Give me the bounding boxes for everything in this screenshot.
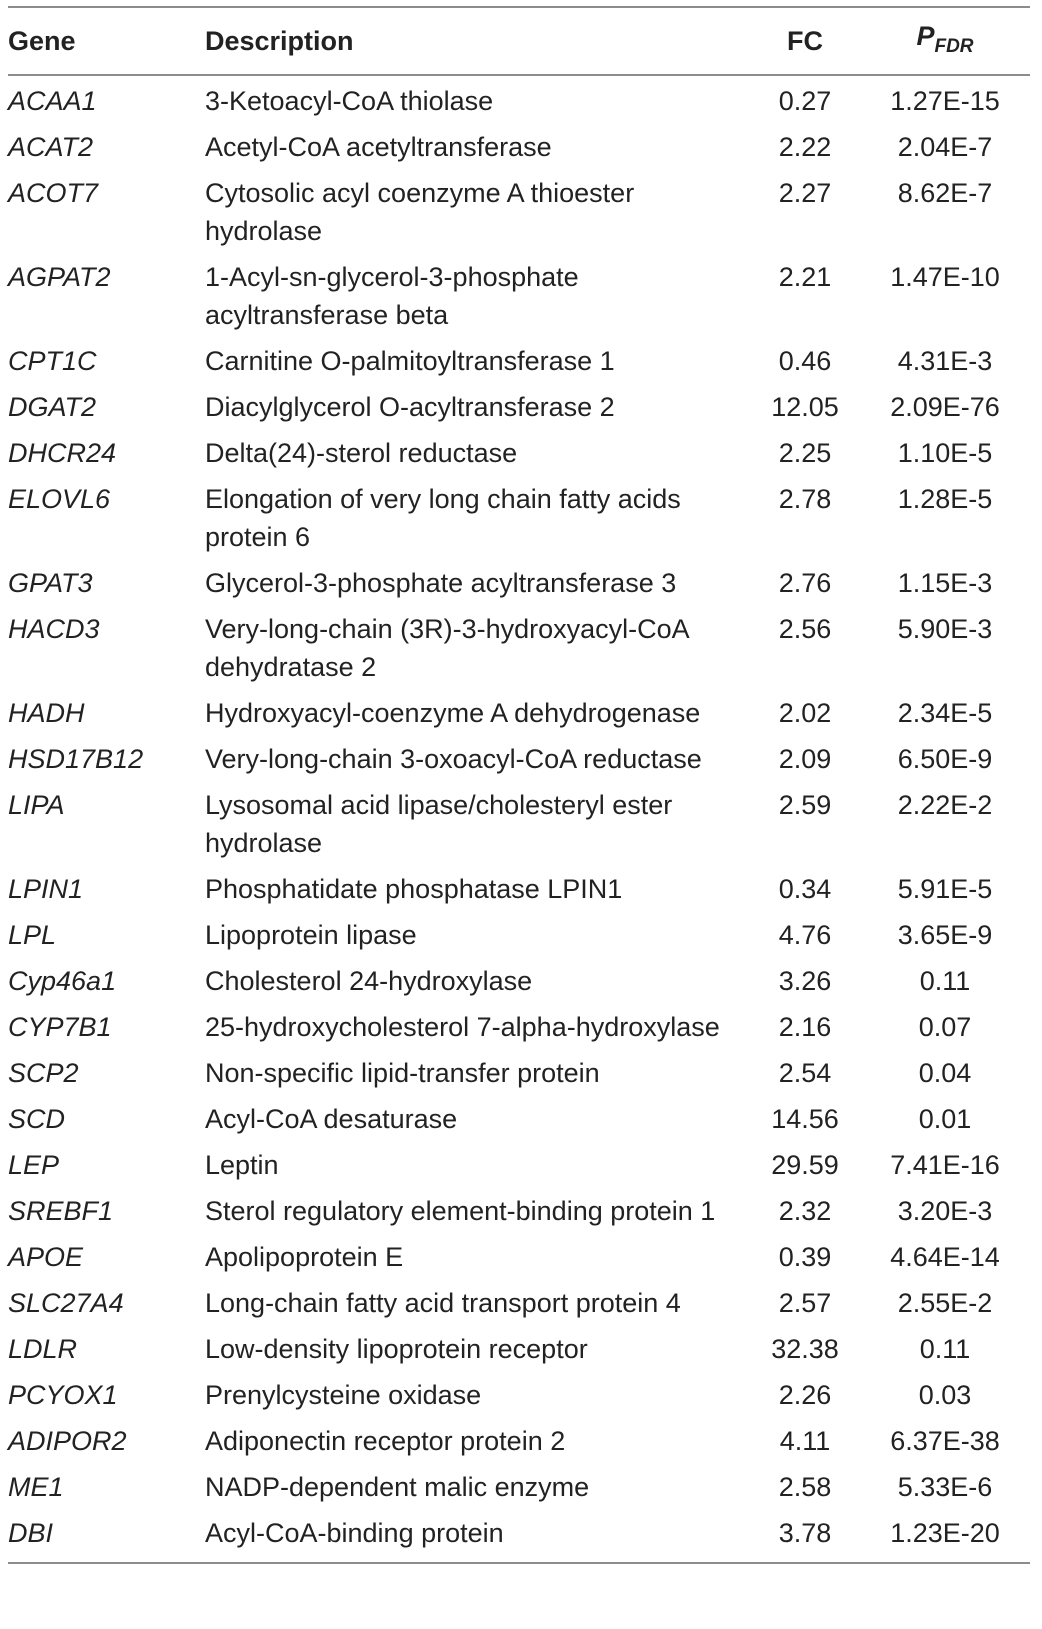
p-fdr-cell: 2.55E-2: [897, 1287, 993, 1318]
table-row: [8, 76, 1030, 124]
description-cell: Glycerol-3-phosphate acyltransferase 3: [205, 567, 677, 598]
table-row: [8, 338, 1030, 384]
gene-cell: DHCR24: [8, 437, 117, 468]
table-row: [8, 1096, 1030, 1142]
table-row: [8, 1464, 1030, 1510]
fc-cell: 3.78: [778, 1517, 832, 1548]
p-fdr-cell: 6.37E-38: [890, 1425, 1000, 1456]
description-cell: Phosphatidate phosphatase LPIN1: [205, 873, 623, 904]
table-row: [8, 430, 1030, 476]
table-row: [8, 1234, 1030, 1280]
fc-cell: 2.56: [778, 613, 832, 644]
p-fdr-cell: 1.27E-15: [890, 85, 1000, 116]
p-fdr-cell: 0.03: [918, 1379, 972, 1410]
table-row: [8, 476, 1030, 560]
header-p-sub: FDR: [934, 35, 974, 57]
fc-cell: 2.54: [778, 1057, 832, 1088]
p-fdr-cell: 5.33E-6: [897, 1471, 993, 1502]
table-row: [8, 606, 1030, 690]
description-cell: Elongation of very long chain fatty acids protein 6: [205, 483, 681, 552]
gene-cell: SREBF1: [8, 1195, 114, 1226]
gene-cell: SCD: [8, 1103, 66, 1134]
description-cell: Diacylglycerol O-acyltransferase 2: [205, 391, 615, 422]
table-row: [8, 560, 1030, 606]
table-row: [8, 170, 1030, 254]
description-cell: Carnitine O-palmitoyltransferase 1: [205, 345, 615, 376]
table-row: [8, 912, 1030, 958]
gene-cell: LPIN1: [8, 873, 84, 904]
gene-cell: LPL: [8, 919, 57, 950]
header-p-fdr: [860, 8, 1030, 74]
table-row: [8, 1326, 1030, 1372]
p-fdr-cell: 3.20E-3: [897, 1195, 993, 1226]
gene-cell: ACAA1: [8, 85, 97, 116]
fc-cell: 2.58: [778, 1471, 832, 1502]
p-fdr-cell: 1.28E-5: [897, 483, 993, 514]
fc-cell: 2.76: [778, 567, 832, 598]
description-cell: Acyl-CoA-binding protein: [205, 1517, 504, 1548]
fc-cell: 3.26: [778, 965, 832, 996]
gene-cell: HACD3: [8, 613, 100, 644]
fc-cell: 4.76: [778, 919, 832, 950]
p-fdr-cell: 5.90E-3: [897, 613, 993, 644]
fc-cell: 2.78: [778, 483, 832, 514]
gene-cell: GPAT3: [8, 567, 93, 598]
p-fdr-cell: 6.50E-9: [897, 743, 993, 774]
gene-cell: PCYOX1: [8, 1379, 118, 1410]
table-body: [8, 76, 1030, 1556]
description-cell: Delta(24)-sterol reductase: [205, 437, 518, 468]
table-row: [8, 690, 1030, 736]
fc-cell: 4.11: [779, 1425, 831, 1456]
description-cell: Lysosomal acid lipase/cholesteryl ester hydrolase: [205, 789, 673, 858]
gene-cell: ADIPOR2: [8, 1425, 127, 1456]
table-row: [8, 1372, 1030, 1418]
gene-cell: AGPAT2: [8, 261, 111, 292]
gene-cell: CPT1C: [8, 345, 97, 376]
header-p-main: P: [916, 20, 935, 51]
description-cell: 1-Acyl-sn-glycerol-3-phosphate acyltransferase beta: [205, 261, 579, 330]
p-fdr-cell: 1.23E-20: [890, 1517, 1000, 1548]
gene-cell: LEP: [8, 1149, 60, 1180]
p-fdr-cell: 0.07: [918, 1011, 972, 1042]
description-cell: Sterol regulatory element-binding protein 1: [205, 1195, 716, 1226]
p-fdr-cell: 5.91E-5: [897, 873, 993, 904]
fc-cell: 0.46: [778, 345, 832, 376]
table-row: [8, 1004, 1030, 1050]
fc-cell: 29.59: [771, 1149, 839, 1180]
gene-cell: CYP7B1: [8, 1011, 112, 1042]
table-row: [8, 124, 1030, 170]
data-table-body: [8, 76, 1030, 1556]
fc-cell: 2.21: [778, 261, 832, 292]
description-cell: NADP-dependent malic enzyme: [205, 1471, 590, 1502]
gene-cell: ELOVL6: [8, 483, 111, 514]
gene-cell: SLC27A4: [8, 1287, 124, 1318]
gene-cell: SCP2: [8, 1057, 79, 1088]
description-cell: Leptin: [205, 1149, 279, 1180]
fc-cell: 2.25: [778, 437, 832, 468]
description-cell: Prenylcysteine oxidase: [205, 1379, 482, 1410]
p-fdr-cell: 2.22E-2: [897, 789, 993, 820]
fc-cell: 0.34: [778, 873, 832, 904]
description-cell: Adiponectin receptor protein 2: [205, 1425, 566, 1456]
description-cell: Non-specific lipid-transfer protein: [205, 1057, 600, 1088]
p-fdr-cell: 1.47E-10: [890, 261, 1000, 292]
p-fdr-cell: 7.41E-16: [890, 1149, 1000, 1180]
gene-cell: DBI: [8, 1517, 54, 1548]
p-fdr-cell: 0.11: [919, 965, 971, 996]
description-cell: Cytosolic acyl coenzyme A thioester hydrolase: [205, 177, 635, 246]
p-fdr-cell: 2.04E-7: [897, 131, 993, 162]
table-row: [8, 736, 1030, 782]
fc-cell: 2.59: [778, 789, 832, 820]
p-fdr-cell: 2.09E-76: [890, 391, 1000, 422]
gene-cell: APOE: [8, 1241, 84, 1272]
p-fdr-cell: 3.65E-9: [897, 919, 993, 950]
table-row: [8, 958, 1030, 1004]
p-fdr-cell: 0.11: [919, 1333, 971, 1364]
header-gene: Gene: [8, 26, 76, 56]
table-bottom-rule: [8, 1562, 1030, 1564]
p-fdr-cell: 8.62E-7: [897, 177, 993, 208]
fc-cell: 14.56: [771, 1103, 839, 1134]
gene-cell: HADH: [8, 697, 85, 728]
fc-cell: 0.27: [778, 85, 832, 116]
table-row: [8, 1510, 1030, 1556]
description-cell: Low-density lipoprotein receptor: [205, 1333, 588, 1364]
gene-cell: ACOT7: [8, 177, 99, 208]
table-row: [8, 254, 1030, 338]
p-fdr-cell: 4.31E-3: [897, 345, 993, 376]
fc-cell: 2.27: [778, 177, 832, 208]
fc-cell: 2.26: [778, 1379, 832, 1410]
description-cell: Very-long-chain 3-oxoacyl-CoA reductase: [205, 743, 702, 774]
gene-cell: Cyp46a1: [8, 965, 117, 996]
table-row: [8, 866, 1030, 912]
description-cell: Hydroxyacyl-coenzyme A dehydrogenase: [205, 697, 701, 728]
fc-cell: 2.22: [778, 131, 832, 162]
gene-table: [8, 6, 1030, 1564]
table-row: [8, 782, 1030, 866]
description-cell: Acyl-CoA desaturase: [205, 1103, 458, 1134]
table-row: [8, 1050, 1030, 1096]
table-row: [8, 1418, 1030, 1464]
description-cell: Very-long-chain (3R)-3-hydroxyacyl-CoA dehydratase 2: [205, 613, 689, 682]
description-cell: Long-chain fatty acid transport protein 4: [205, 1287, 681, 1318]
p-fdr-cell: 0.01: [918, 1103, 972, 1134]
table-row: [8, 1280, 1030, 1326]
header-row: [8, 8, 1030, 74]
description-cell: 25-hydroxycholesterol 7-alpha-hydroxylase: [205, 1011, 720, 1042]
p-fdr-cell: 4.64E-14: [890, 1241, 1000, 1272]
p-fdr-cell: 0.04: [918, 1057, 972, 1088]
fc-cell: 2.32: [778, 1195, 832, 1226]
header-description: Description: [205, 26, 354, 56]
p-fdr-cell: 1.15E-3: [897, 567, 993, 598]
fc-cell: 2.02: [778, 697, 832, 728]
header-fc: FC: [787, 26, 823, 56]
description-cell: Acetyl-CoA acetyltransferase: [205, 131, 552, 162]
table-row: [8, 1188, 1030, 1234]
p-fdr-cell: 2.34E-5: [897, 697, 993, 728]
gene-cell: LDLR: [8, 1333, 78, 1364]
p-fdr-cell: 1.10E-5: [897, 437, 993, 468]
table-row: [8, 1142, 1030, 1188]
description-cell: Apolipoprotein E: [205, 1241, 404, 1272]
gene-cell: ME1: [8, 1471, 64, 1502]
gene-cell: LIPA: [8, 789, 65, 820]
fc-cell: 12.05: [771, 391, 839, 422]
fc-cell: 2.09: [778, 743, 832, 774]
data-table: [8, 8, 1030, 74]
table-row: [8, 384, 1030, 430]
fc-cell: 2.16: [778, 1011, 832, 1042]
fc-cell: 32.38: [771, 1333, 839, 1364]
gene-cell: DGAT2: [8, 391, 97, 422]
description-cell: 3-Ketoacyl-CoA thiolase: [205, 85, 494, 116]
description-cell: Lipoprotein lipase: [205, 919, 417, 950]
fc-cell: 2.57: [778, 1287, 832, 1318]
gene-cell: ACAT2: [8, 131, 94, 162]
gene-cell: HSD17B12: [8, 743, 144, 774]
table-header: [8, 8, 1030, 74]
fc-cell: 0.39: [778, 1241, 832, 1272]
description-cell: Cholesterol 24-hydroxylase: [205, 965, 533, 996]
